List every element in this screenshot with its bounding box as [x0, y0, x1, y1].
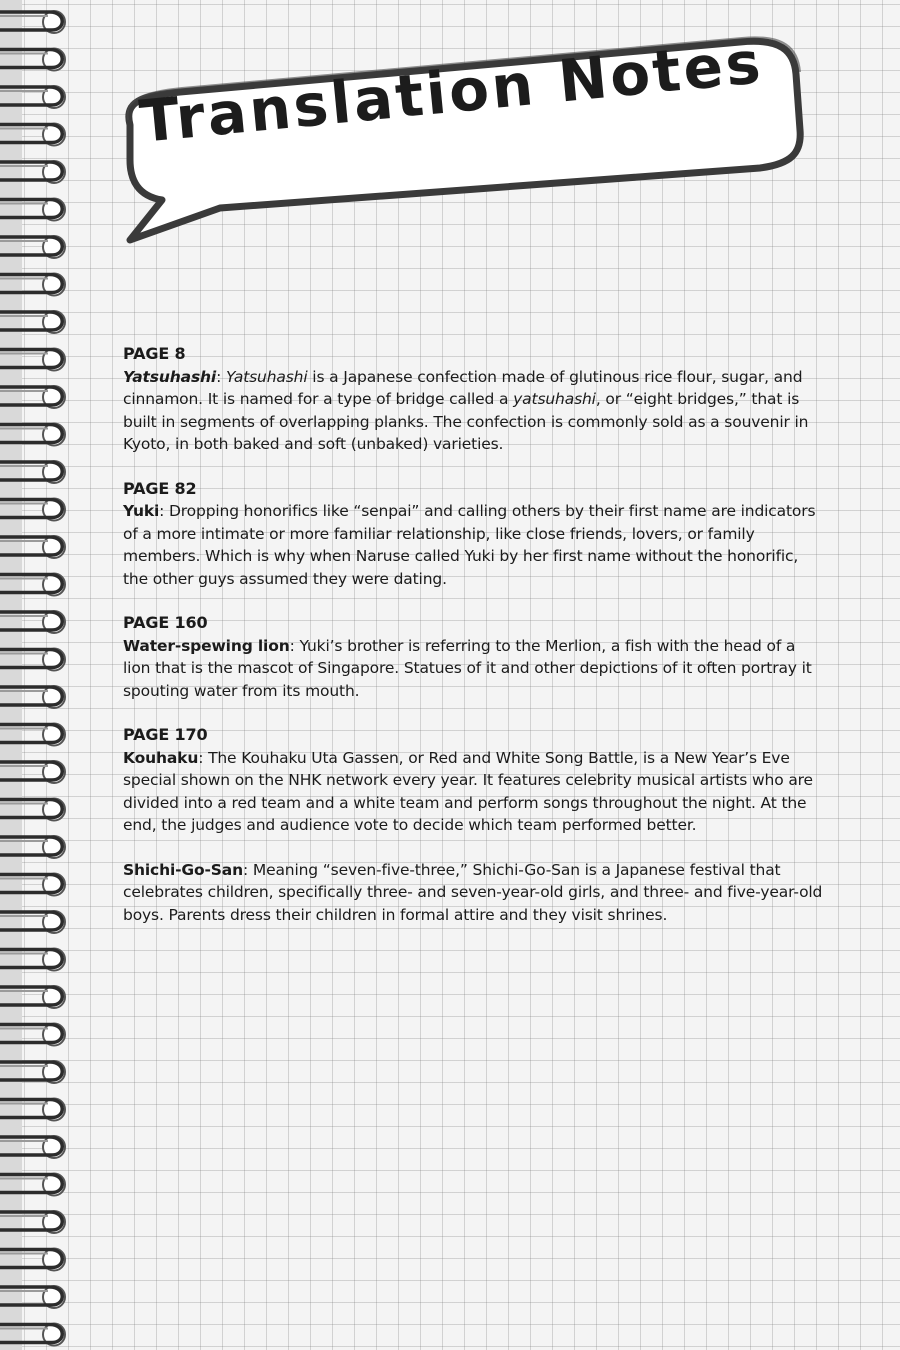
note-text: : Dropping honorifics like “senpai” and calling others by their first name are indicators of a more intimate or more familiar relationship, like close friends, lovers, or family members. Which is why when Naruse called Yuki by her first name without the honorific, the other guys assumed they were dating.: [123, 502, 816, 588]
note-text-italic: yatsuhashi: [513, 390, 596, 408]
note-entry-yuki: [123, 500, 823, 590]
note-text: : The Kouhaku Uta Gassen, or Red and White Song Battle, is a New Year’s Eve special shown on the NHK network every year. It features celebrity musical artists who are divided into a red team and a white team and perform songs throughout the night. At the end, the judges and audience vote to decide which team performed better.: [123, 748, 813, 834]
note-term: Yuki: [123, 502, 160, 520]
note-section-page-82: [123, 478, 823, 591]
page-title: Translation Notes: [136, 28, 767, 156]
note-text-italic: Yatsuhashi: [225, 367, 308, 386]
note-section-page-8: [123, 343, 823, 456]
note-text: :: [216, 367, 226, 386]
note-section-page-170: [123, 724, 823, 926]
page-label: PAGE 170: [123, 725, 208, 744]
note-entry-water-spewing-lion: [123, 635, 823, 703]
note-term: Water-spewing lion: [123, 636, 290, 655]
note-text: : Meaning “seven-five-three,” Shichi-Go-San is a Japanese festival that celebrates children, specifically three- and seven-year-old girls, and three- and five-year-old boys. Parents dress their children in formal attire and they visit shrines.: [123, 860, 823, 924]
note-term: Yatsuhashi: [123, 367, 217, 386]
note-text: : Yuki’s brother is referring to the Merlion, a fish with the head of a lion that is the mascot of Singapore. Statues of it and other depictions of it often portray it spouting water from its mouth.: [123, 636, 812, 700]
translation-notes: [123, 343, 823, 948]
note-section-page-160: [123, 612, 823, 702]
note-term: Kouhaku: [123, 748, 199, 767]
spiral-binding: [0, 0, 80, 1350]
note-entry-kouhaku: [123, 747, 823, 837]
page-label: PAGE 82: [123, 478, 197, 498]
note-term: Shichi-Go-San: [123, 860, 243, 879]
note-text: , or “eight bridges,” that is built in segments of overlapping planks. The confection is commonly sold as a souvenir in Kyoto, in both baked and soft (unbaked) varieties.: [123, 390, 809, 453]
note-entry-shichi-go-san: [123, 859, 823, 927]
note-entry-yatsuhashi: [123, 366, 823, 456]
page-label: PAGE 160: [123, 613, 208, 632]
page-label: PAGE 8: [123, 344, 186, 363]
note-text: is a Japanese confection made of glutinous rice flour, sugar, and cinnamon. It is named for a type of bridge called a: [123, 367, 803, 408]
